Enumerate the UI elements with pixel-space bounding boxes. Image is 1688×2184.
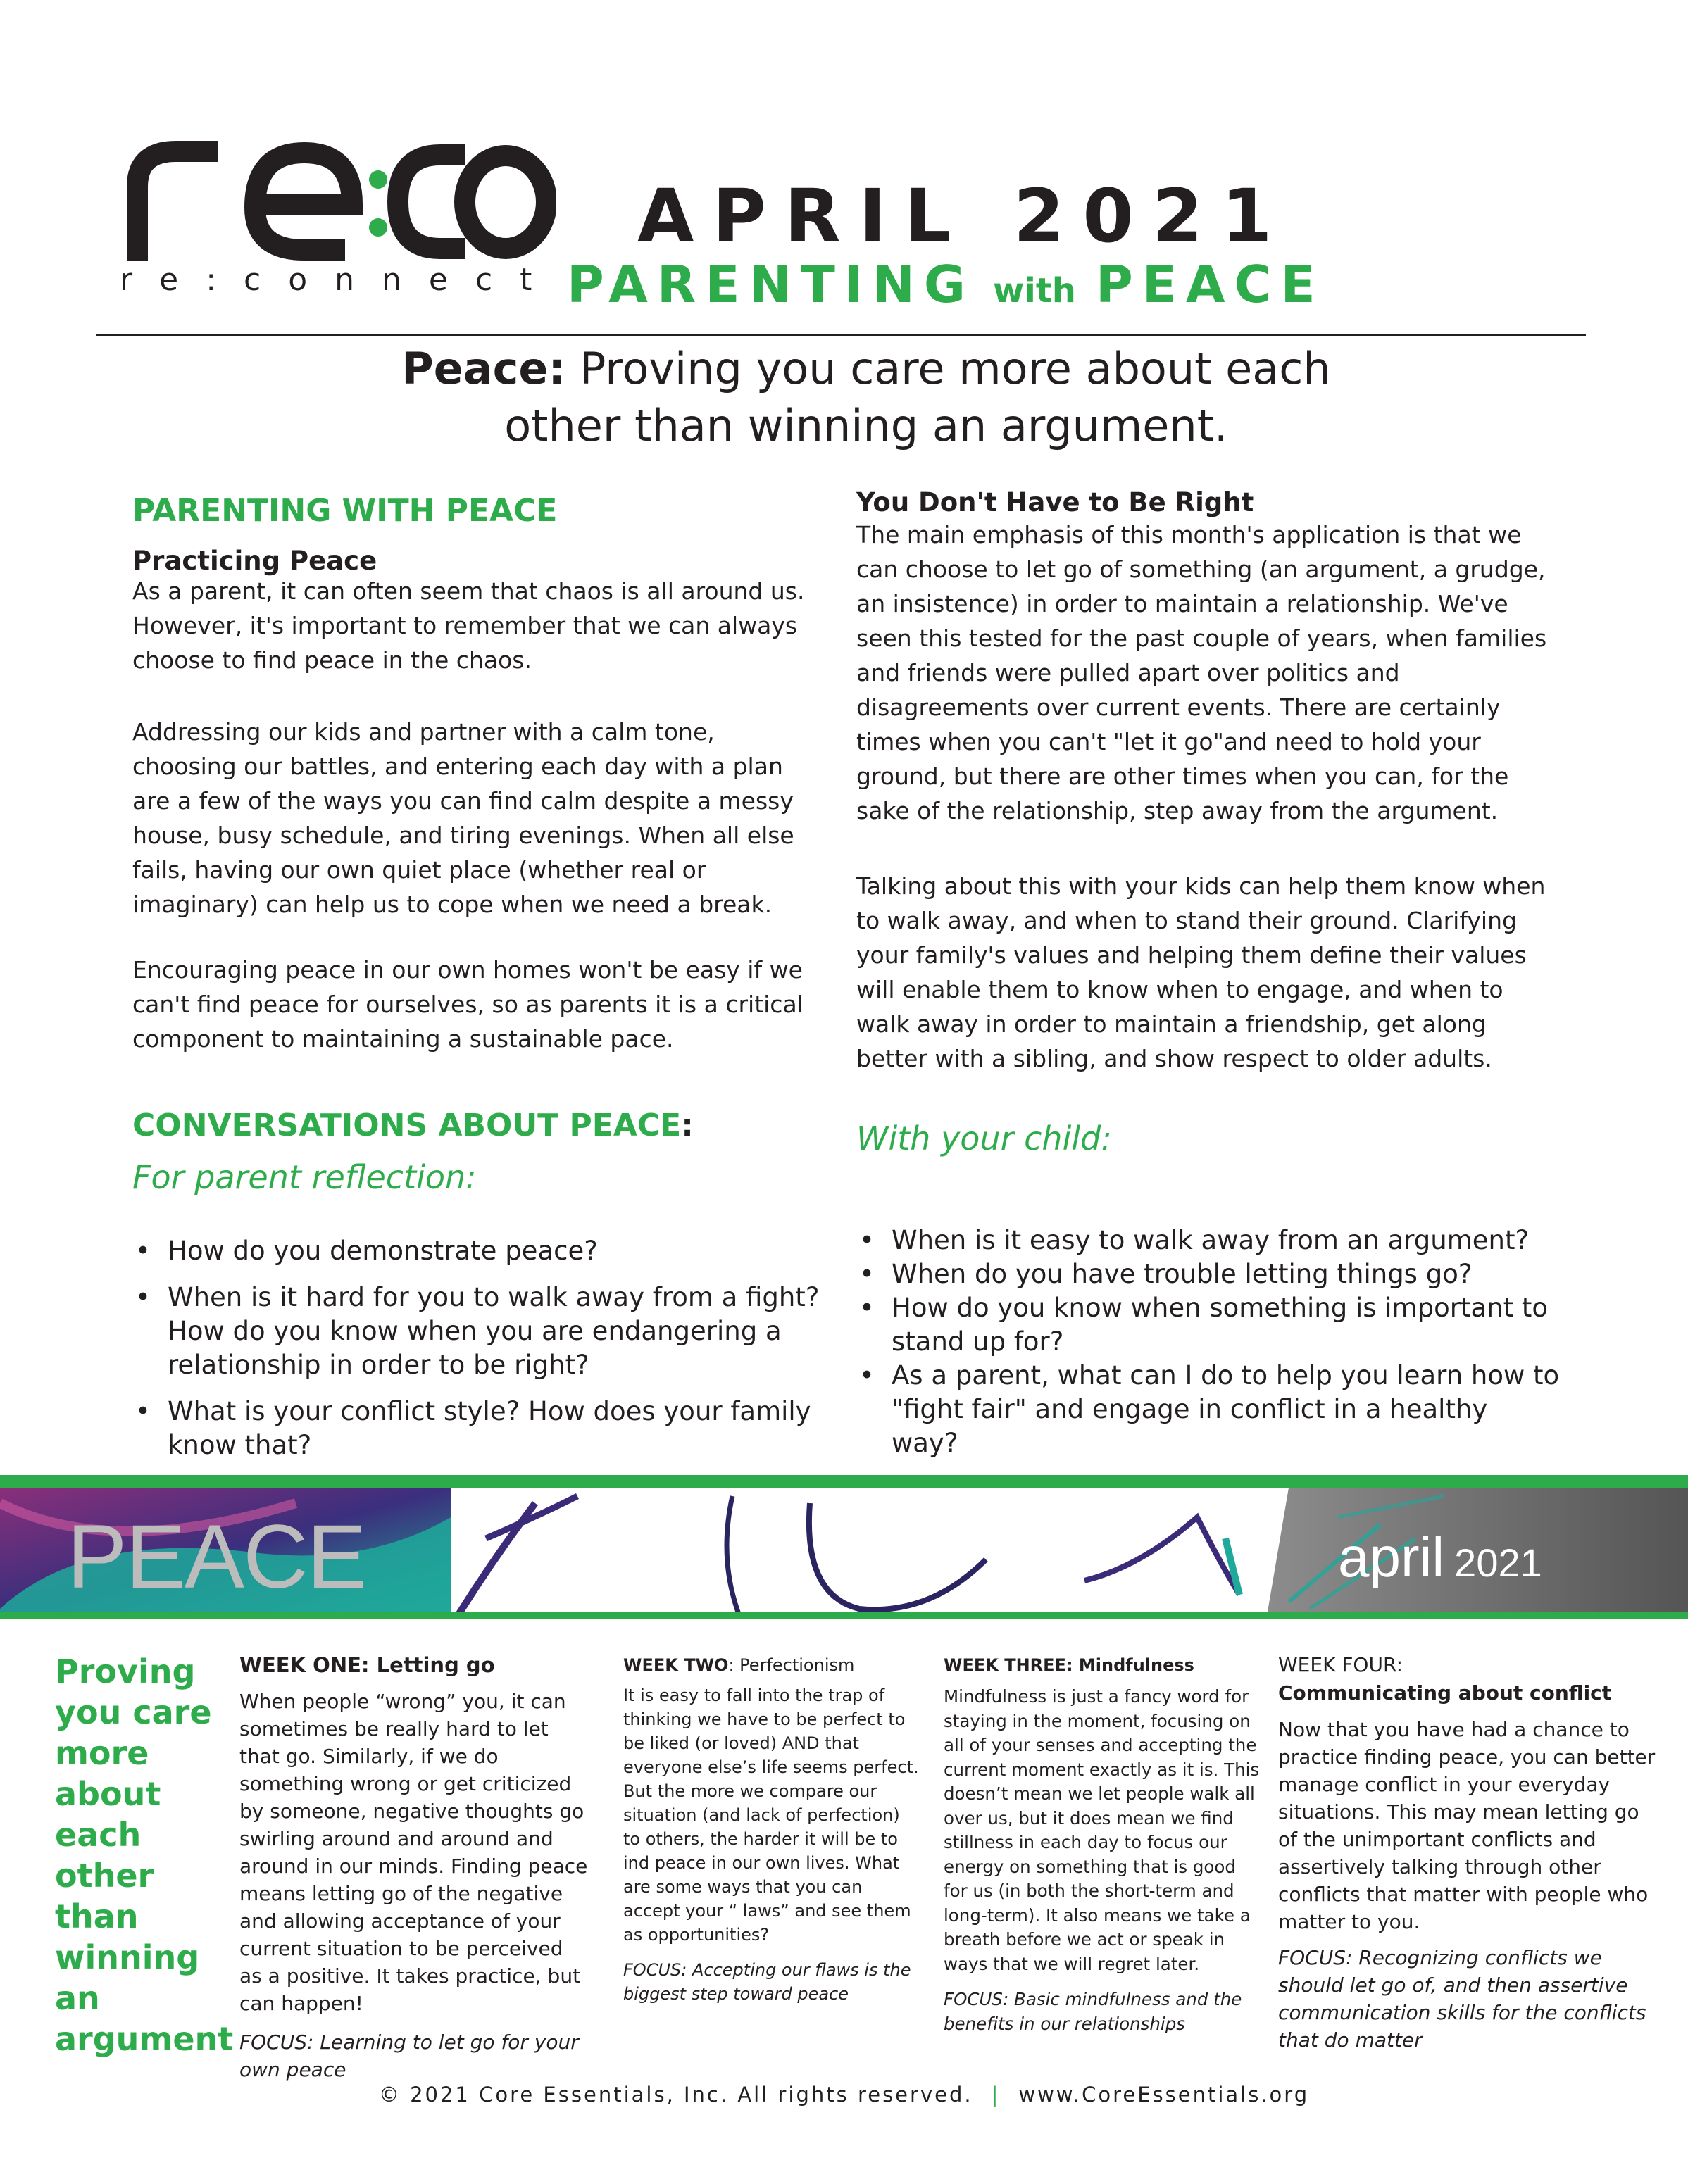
- week-four: [1278, 1651, 1658, 2054]
- footer: [0, 2083, 1688, 2107]
- conversations-heading-colon: :: [681, 1107, 694, 1143]
- left-paragraph-3: Encouraging peace in our own homes won't be easy if we can't find peace for ourselves, so as parents it is a critical component to maintaining a sustainable pace.: [132, 956, 804, 1053]
- week-four-subtitle: Communicating about conflict: [1278, 1681, 1612, 1705]
- right-heading: You Don't Have to Be Right: [856, 487, 1254, 517]
- child-questions-list: [856, 1224, 1561, 1460]
- footer-separator: |: [991, 2083, 1001, 2107]
- list-item: • How do you know when something is important to stand up for?: [856, 1291, 1561, 1359]
- theme-word-peace: PEACE: [1095, 255, 1325, 314]
- week-four-text: Now that you have had a chance to practice finding peace, you can better manage conflict in your everyday situations. This may mean letting go of the unimportant conflicts and assertively talking through other conflicts that matter with people who matter to you.: [1278, 1718, 1656, 1933]
- theme-word-with: with: [993, 271, 1076, 310]
- with-your-child-label: With your child:: [856, 1119, 1112, 1157]
- list-item: • When is it hard for you to walk away from a fight? How do you know when you are endangering a relationship in order to be right?: [132, 1281, 837, 1382]
- quote-lead: Peace:: [401, 343, 566, 394]
- list-item: • What is your conflict style? How does your family know that?: [132, 1395, 837, 1462]
- banner-peace-word: PEACE: [67, 1507, 365, 1607]
- conversations-heading-text: CONVERSATIONS ABOUT PEACE: [132, 1107, 682, 1143]
- right-paragraph-1: The main emphasis of this month's application is that we can choose to let go of something (an argument, a grudge, an insistence) in order to maintain a relationship. We've seen this tested for the past couple of years, when families and friends were pulled apart over politics and disagreements over current events. There are certainly times when you can't "let it go"and need to hold your ground, but there are other times when you can, for the sake of the relationship, step away from the argument.: [856, 521, 1547, 824]
- week-three-title: WEEK THREE: Mindfulness: [944, 1655, 1194, 1675]
- list-item: • How do you demonstrate peace?: [132, 1234, 837, 1268]
- right-paragraph-2: Talking about this with your kids can help them know when to walk away, and when to stand their ground. Clarifying your family's values and helping them define their values will enable them to know when to engage, and when to walk away in order to maintain a friendship, get along better with a sibling, and show respect to older adults.: [856, 872, 1546, 1072]
- theme-title: [567, 255, 1325, 314]
- week-four-title: WEEK FOUR:: [1278, 1653, 1403, 1676]
- list-item: • When do you have trouble letting things go?: [856, 1257, 1561, 1291]
- quote-line-1: Proving you care more about each: [565, 343, 1331, 394]
- banner-date: [1338, 1526, 1542, 1588]
- footer-website-link[interactable]: www.CoreEssentials.org: [1018, 2083, 1310, 2107]
- list-item: • As a parent, what can I do to help you learn how to "fight fair" and engage in conflict in a healthy way?: [856, 1359, 1561, 1460]
- side-quote: Proving you care more about each other than winning an argument: [55, 1652, 234, 2058]
- week-two-title: WEEK TWO: Perfectionism: [623, 1655, 855, 1675]
- week-three: [944, 1651, 1261, 2036]
- left-heading: PARENTING WITH PEACE: [132, 493, 558, 529]
- week-three-focus: FOCUS: Basic mindfulness and the benefits in our relationships: [944, 1989, 1242, 2034]
- logo-subtitle: re:connect: [120, 262, 560, 298]
- header-divider: [96, 334, 1586, 336]
- week-two-focus: FOCUS: Accepting our flaws is the biggest step toward peace: [623, 1960, 911, 2004]
- issue-title: APRIL 2021: [637, 173, 1291, 259]
- quote-line-2: other than winning an argument.: [504, 400, 1228, 451]
- parent-reflection-label: For parent reflection:: [132, 1158, 477, 1196]
- theme-quote: [211, 340, 1521, 454]
- banner-year: 2021: [1454, 1540, 1542, 1585]
- footer-copyright: © 2021 Core Essentials, Inc. All rights reserved.: [378, 2083, 973, 2107]
- week-one-focus: FOCUS: Learning to let go for your own peace: [239, 2031, 579, 2081]
- week-one-title: WEEK ONE: Letting go: [239, 1653, 495, 1677]
- week-two-text: It is easy to fall into the trap of thinking we have to be perfect to be liked (or loved) AND that everyone else’s life seems perfect. But the more we compare our situation (and lack of perfection) to others, the harder it will be to ind peace in our own lives. What are some ways that you can accept your “ laws” and see them as opportunities?: [623, 1686, 919, 1945]
- reco-logo: [120, 137, 556, 261]
- conversations-heading: [132, 1107, 694, 1143]
- week-four-focus: FOCUS: Recognizing conflicts we should let go of, and then assertive communication skills for the conflicts that do matter: [1278, 1946, 1646, 2052]
- week-two: [623, 1651, 919, 2006]
- list-item: • When is it easy to walk away from an argument?: [856, 1224, 1561, 1257]
- practicing-peace-heading: Practicing Peace: [132, 546, 377, 576]
- week-three-text: Mindfulness is just a fancy word for staying in the moment, focusing on all of your senses and accepting the current moment exactly as it is. This doesn’t mean we let people walk all over us, but it does mean we find stillness in each day to focus our energy on something that is good for us (in both the short-term and long-term). It also means we take a breath before we act or speak in ways that we will regret later.: [944, 1686, 1260, 1974]
- banner-month: april: [1338, 1526, 1445, 1588]
- left-paragraph-2: Addressing our kids and partner with a calm tone, choosing our battles, and entering each day with a plan are a few of the ways you can find calm despite a messy house, busy schedule, and tiring evenings. When all else fails, having our own quiet place (whether real or imaginary) can help us to cope when we need a break.: [132, 718, 794, 918]
- theme-word-parenting: PARENTING: [567, 255, 975, 314]
- left-paragraph-1: As a parent, it can often seem that chaos is all around us. However, it's important to remember that we can always choose to find peace in the chaos.: [132, 577, 805, 674]
- week-one-text: When people “wrong” you, it can sometimes be really hard to let that go. Similarly, if we do something wrong or get criticized by someone, negative thoughts go swirling around and around and around in our minds. Finding peace means letting go of the negative and allowing acceptance of your current situation to be perceived as a positive. It takes practice, but can happen!: [239, 1690, 588, 2015]
- week-one: [239, 1651, 592, 2083]
- parent-reflection-list: [132, 1234, 837, 1462]
